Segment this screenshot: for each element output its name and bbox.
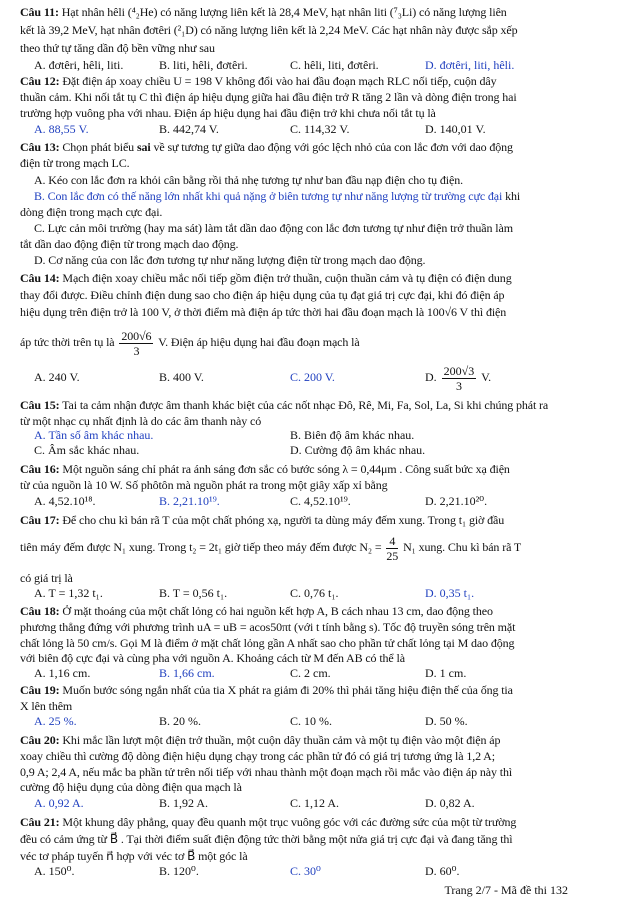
q21-text1: Một khung dây phẳng, quay đều quanh một trục vuông góc với các đường sức của một từ trường <box>62 815 517 829</box>
q16-text1: Một nguồn sáng chỉ phát ra ánh sáng đơn sắc có bước sóng λ = 0,44μm . Công suất bức xạ điện <box>62 462 510 476</box>
q17-text-pre: tiên máy đếm được N₁ xung. Trong t₂ = 2t₁ giờ tiếp theo máy đếm được N₂ = <box>20 540 382 554</box>
q17-label: Câu 17: <box>20 513 60 527</box>
q18-option-b: B. 1,66 cm. <box>159 666 215 680</box>
q13-option-a: A. Kéo con lắc đơn ra khỏi cân bằng rồi thả nhẹ tương tự như ban đầu nạp điện cho tụ điện. <box>34 173 463 187</box>
q14-option-d-num: 200√3 <box>443 363 475 378</box>
q18-option-c: C. 2 cm. <box>290 666 331 680</box>
q21-line1 <box>20 815 622 830</box>
q17-text1: Để cho chu kì bán rã T của một chất phóng xạ, người ta dùng máy đếm xung. Trong t₁ giờ đầu <box>62 513 505 527</box>
q20-option-b: B. 1,92 A. <box>159 796 209 810</box>
q15-option-d: D. Cường độ âm khác nhau. <box>290 443 426 457</box>
q14-text-post: V. Điện áp hiệu dụng hai đầu đoạn mạch là <box>158 335 360 349</box>
q11-option-c: C. hêli, liti, đơtêri. <box>290 58 379 72</box>
q18-line4: với biên độ cực đại và cùng pha với nguồn A. Khoảng cách từ M đến AB có thể là <box>20 651 405 665</box>
q20-text1: Khi mắc lần lượt một điện trở thuần, một cuộn dây thuần cảm và một tụ điện vào một điện áp <box>62 733 501 747</box>
q18-option-a: A. 1,16 cm. <box>34 666 91 680</box>
q19-line1 <box>20 683 622 698</box>
q19-option-c: C. 10 %. <box>290 714 332 728</box>
q20-line1 <box>20 733 622 748</box>
q14-line1 <box>20 271 622 286</box>
q13-text-post: về sự tương tự giữa dao động với góc lệch nhỏ của con lắc đơn với dao động <box>153 140 513 154</box>
q21-line3: véc tơ pháp tuyến n⃗ hợp với véc tơ B⃗ một góc là <box>20 849 248 863</box>
q14-option-c: C. 200 V. <box>290 370 335 384</box>
q14-line3: hiệu dụng trên điện trở là 100 V, ở thời điểm mà điện áp tức thời hai đầu đoạn mạch là 100√6 V thì điện <box>20 305 507 319</box>
q18-line1 <box>20 604 622 619</box>
q16-label: Câu 16: <box>20 462 60 476</box>
q21-option-c: C. 30⁰ <box>290 864 321 878</box>
q17-fraction <box>386 534 398 563</box>
q12-line1 <box>20 74 622 89</box>
q13-option-c-line2: tắt dần dao động điện từ trong mạch dao động. <box>20 237 239 251</box>
q18-text1: Ở mặt thoáng của một chất lỏng có hai nguồn kết hợp A, B cách nhau 13 cm, dao động theo <box>62 604 493 618</box>
q19-option-d: D. 50 %. <box>425 714 468 728</box>
q15-line1 <box>20 398 622 413</box>
q17-option-a: A. T = 1,32 t₁. <box>34 586 103 600</box>
q19-label: Câu 19: <box>20 683 60 697</box>
q18-label: Câu 18: <box>20 604 60 618</box>
q19-text1: Muốn bước sóng ngắn nhất của tia X phát ra giảm đi 20% thì phải tăng hiệu điện thế của ống tia <box>62 683 513 697</box>
q20-line2: xoay chiều thì cường độ dòng điện hiệu dụng chạy trong các phần tử đó có giá trị tương ứng là 1,2 A; <box>20 749 495 763</box>
q15-text1: Tai ta cảm nhận được âm thanh khác biệt của các nốt nhạc Đô, Rê, Mi, Fa, Sol, La, Si khi chúng phát ra <box>62 398 549 412</box>
q21-line2: đều có cảm ứng từ B⃗ . Tại thời điểm suất điện động tức thời bằng một nửa giá trị cực đại và đang tăng thì <box>20 832 513 846</box>
q19-option-b: B. 20 %. <box>159 714 201 728</box>
q13-option-d: D. Cơ năng của con lắc đơn tương tự như năng lượng điện từ trong mạch dao động. <box>34 253 426 267</box>
q14-line4 <box>20 323 622 361</box>
q20-option-d: D. 0,82 A. <box>425 796 475 810</box>
q14-text-pre: áp tức thời trên tụ là <box>20 335 115 349</box>
q11-option-a: A. đơtêri, hêli, liti. <box>34 58 124 72</box>
q19-option-a: A. 25 %. <box>34 714 77 728</box>
q13-option-b-line2: dòng điện trong mạch cực đại. <box>20 205 163 219</box>
q16-option-b: B. 2,21.10¹⁹. <box>159 494 220 508</box>
q18-line3: chất lỏng là 50 cm/s. Gọi M là điểm ở mặt chất lỏng gần A nhất sao cho phần tử chất lỏng tại M dao động <box>20 636 515 650</box>
q19-line2: X lên thêm <box>20 699 73 713</box>
q14-text1: Mạch điện xoay chiều mắc nối tiếp gồm điện trở thuần, cuộn thuần cảm và tụ điện có điện dung <box>62 271 512 285</box>
q13-option-b-rest: khi <box>505 189 521 203</box>
q17-option-c: C. 0,76 t₁. <box>290 586 339 600</box>
q13-option-b <box>34 189 622 204</box>
q12-line2: thuần cảm. Khi nối tắt tụ C thì điện áp hiệu dụng giữa hai đầu điện trở R tăng 2 lần và dòng điện trong hai <box>20 90 517 104</box>
q14-option-a: A. 240 V. <box>34 370 80 384</box>
q21-label: Câu 21: <box>20 815 60 829</box>
q14-label: Câu 14: <box>20 271 60 285</box>
q14-option-d <box>425 358 491 396</box>
q17-line1 <box>20 513 622 528</box>
q11-label: Câu 11: <box>20 5 59 19</box>
q11-text1: Hạt nhân hêli (⁴₂He) có năng lượng liên kết là 28,4 MeV, hạt nhân liti (⁷₃Li) có năng lượng liên <box>61 5 507 19</box>
q11-line1 <box>20 5 622 20</box>
q12-option-c: C. 114,32 V. <box>290 122 350 136</box>
q11-line2: kết là 39,2 MeV, hạt nhân đơtêri (²₁D) có năng lượng liên kết là 2,24 MeV. Các hạt nhân này được sắp xếp <box>20 23 518 37</box>
q17-fraction-num: 4 <box>386 534 398 549</box>
q17-line2 <box>20 528 622 566</box>
q16-line2: từ của nguồn là 10 W. Số phôtôn mà nguồn phát ra trong một giây xấp xỉ bằng <box>20 478 388 492</box>
q12-label: Câu 12: <box>20 74 60 88</box>
q16-option-d: D. 2,21.10²⁰. <box>425 494 488 508</box>
q16-option-a: A. 4,52.10¹⁸. <box>34 494 96 508</box>
q16-option-c: C. 4,52.10¹⁹. <box>290 494 351 508</box>
q17-text-post: N₁ xung. Chu kì bán rã T <box>403 540 522 554</box>
page-footer: Trang 2/7 - Mã đề thi 132 <box>444 883 568 897</box>
q12-option-b: B. 442,74 V. <box>159 122 219 136</box>
q13-line2: điện từ trong mạch LC. <box>20 156 130 170</box>
q14-fraction-num: 200√6 <box>121 328 152 343</box>
q13-text-pre: Chọn phát biểu <box>62 140 135 154</box>
q18-option-d: D. 1 cm. <box>425 666 467 680</box>
q14-option-d-den: 3 <box>455 378 462 393</box>
q12-line3: trường hợp vuông pha với nhau. Điện áp hiệu dụng hai đầu điện trở khi chưa nối tắt tụ là <box>20 106 436 120</box>
q15-line2: từ một nhạc cụ nhất định là do các âm thanh này có <box>20 414 262 428</box>
q14-option-d-label: D. <box>425 370 437 384</box>
q20-line3: 0,9 A; 2,4 A, nếu mắc ba phần tử trên nối tiếp với nhau thành một đoạn mạch rồi mắc vào điện áp này thì <box>20 765 513 779</box>
q13-option-b-text: B. Con lắc đơn có thế năng lớn nhất khi quả nặng ở biên tương tự như năng lượng từ trường cực đại <box>34 189 503 203</box>
q17-fraction-den: 25 <box>386 548 399 563</box>
q11-line3: theo thứ tự tăng dần độ bền vững như sau <box>20 41 215 55</box>
q13-label: Câu 13: <box>20 140 60 154</box>
q15-option-b: B. Biên độ âm khác nhau. <box>290 428 415 442</box>
q21-option-b: B. 120⁰. <box>159 864 199 878</box>
q13-text-bold: sai <box>136 140 151 154</box>
q17-option-d: D. 0,35 t₁. <box>425 586 475 600</box>
q11-option-d: D. đơtêri, liti, hêli. <box>425 58 515 72</box>
q12-text1: Đặt điện áp xoay chiều U = 198 V không đổi vào hai đầu đoạn mạch RLC nối tiếp, cuộn dây <box>62 74 497 88</box>
q17-line3: có giá trị là <box>20 571 73 585</box>
q14-option-b: B. 400 V. <box>159 370 204 384</box>
q18-line2: phương thẳng đứng với phương trình uA = uB = acos50πt (với t tính bằng s). Tốc độ truyền sóng trên mặt <box>20 620 516 634</box>
q20-label: Câu 20: <box>20 733 60 747</box>
q15-option-c: C. Âm sắc khác nhau. <box>34 443 140 457</box>
q11-option-b: B. liti, hêli, đơtêri. <box>159 58 248 72</box>
q14-option-d-fraction <box>442 364 477 393</box>
q13-line1 <box>20 140 622 155</box>
q20-option-a: A. 0,92 A. <box>34 796 84 810</box>
q14-option-d-unit: V. <box>481 370 492 384</box>
q17-option-b: B. T = 0,56 t₁. <box>159 586 228 600</box>
q21-option-d: D. 60⁰. <box>425 864 460 878</box>
q16-line1 <box>20 462 622 477</box>
q14-line2: thay đổi được. Điều chỉnh điện dung sao cho điện áp hiệu dụng của tụ đạt giá trị cực đại, khi đó điện áp <box>20 288 505 302</box>
q20-line4: cường độ hiệu dụng của dòng điện qua mạch là <box>20 780 242 794</box>
q12-option-d: D. 140,01 V. <box>425 122 486 136</box>
q14-fraction <box>119 329 153 358</box>
q21-option-a: A. 150⁰. <box>34 864 75 878</box>
q20-option-c: C. 1,12 A. <box>290 796 340 810</box>
q15-label: Câu 15: <box>20 398 60 412</box>
q15-option-a: A. Tần số âm khác nhau. <box>34 428 154 442</box>
q13-option-c: C. Lực cản môi trường (hay ma sát) làm tắt dần dao động con lắc đơn tương tự như điện trở thuần làm <box>34 221 513 235</box>
q12-option-a: A. 88,55 V. <box>34 122 89 136</box>
q14-fraction-den: 3 <box>133 343 140 358</box>
